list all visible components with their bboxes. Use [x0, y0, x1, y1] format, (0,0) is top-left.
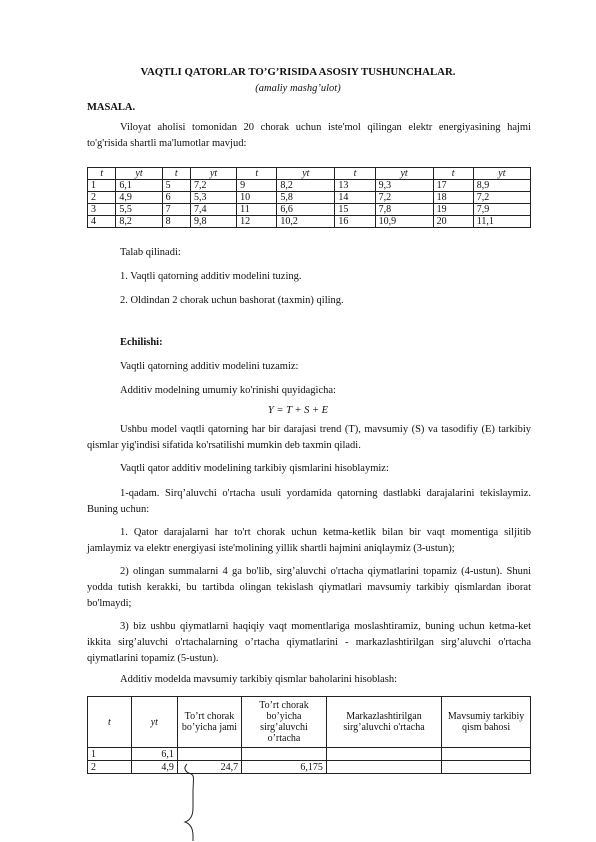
- task-item-2: 2. Oldindan 2 chorak uchun bashorat (taxmin) qiling.: [120, 295, 344, 306]
- table-cell: 6,6: [277, 204, 335, 216]
- table-cell: 18: [433, 192, 473, 204]
- table-cell: 20: [433, 216, 473, 228]
- document-title: VAQTLI QATORLAR TO’G’RISIDA ASOSIY TUSHUNCHALAR.: [140, 66, 456, 78]
- step1-item-3: 3) biz ushbu qiymatlarni haqiqiy vaqt momentlariga moslashtiramiz, buning uchun ketma-ket ikkita sirg’aluvchi o'rtachalarning o’rtacha qiymatlarini - markazlashtirilgan sirg’aluvchi o'rtacha qiymatlarini topamiz (5-ustun).: [87, 621, 531, 664]
- table-cell: 12: [237, 216, 277, 228]
- table-cell: 17: [433, 180, 473, 192]
- table-cell: 8,2: [116, 216, 162, 228]
- table-cell: 7,8: [375, 204, 433, 216]
- table-cell: 10,9: [375, 216, 433, 228]
- solution-paragraph-2: Additiv modelning umumiy ko'rinishi quyidagicha:: [120, 385, 336, 396]
- data-table-header-row: [88, 168, 531, 180]
- table-cell: 4,9: [131, 761, 177, 774]
- col-header-seasonal-estimate: Mavsumiy tarkibiy qism bahosi: [442, 697, 531, 748]
- table-cell: 9,8: [190, 216, 236, 228]
- table-cell: 11,1: [473, 216, 530, 228]
- table-cell: 9,3: [375, 180, 433, 192]
- additive-formula: Y = T + S + E: [267, 405, 329, 416]
- col-header: t: [88, 168, 116, 180]
- col-header-moving-average: To’rt chorak bo’yicha sirg’aluvchi o’rtacha: [242, 697, 327, 748]
- step1-paragraph: 1-qadam. Sirq’aluvchi o'rtacha usuli yordamida qatorning dastlabki darajalarini tekislaymiz. Buning uchun:: [87, 488, 531, 515]
- col-header: t: [335, 168, 375, 180]
- table-cell: 7: [162, 204, 190, 216]
- table-cell: 11: [237, 204, 277, 216]
- table-cell: 1: [88, 748, 132, 761]
- masala-heading: MASALA.: [87, 102, 136, 113]
- table-cell: 1: [88, 180, 116, 192]
- table-cell: 6: [162, 192, 190, 204]
- col-header-t: t: [88, 697, 132, 748]
- col-header: yt: [277, 168, 335, 180]
- table-cell: 4: [88, 216, 116, 228]
- table-cell: [442, 748, 531, 761]
- table-cell: 5,5: [116, 204, 162, 216]
- table-cell: 14: [335, 192, 375, 204]
- table-cell: 5,8: [277, 192, 335, 204]
- requirement-heading: Talab qilinadi:: [120, 247, 181, 258]
- table-row: [88, 204, 531, 216]
- table-cell: 8: [162, 216, 190, 228]
- solution-heading: Echilishi:: [120, 337, 163, 348]
- col-header: t: [162, 168, 190, 180]
- table-cell: 9: [237, 180, 277, 192]
- table-cell: [326, 761, 441, 774]
- table-cell: 7,2: [375, 192, 433, 204]
- table-cell: 16: [335, 216, 375, 228]
- table-cell: 24,7: [177, 761, 241, 774]
- table-cell: 2: [88, 761, 132, 774]
- table-cell: 5: [162, 180, 190, 192]
- table-cell: 10,2: [277, 216, 335, 228]
- table-cell: 2: [88, 192, 116, 204]
- table-cell: 8,9: [473, 180, 530, 192]
- table-cell: 6,1: [131, 748, 177, 761]
- table-cell: 7,9: [473, 204, 530, 216]
- table-cell: 13: [335, 180, 375, 192]
- table-cell: 8,2: [277, 180, 335, 192]
- col-header: t: [237, 168, 277, 180]
- intro-paragraph: Viloyat aholisi tomonidan 20 chorak uchun iste'mol qilingan elektr energiyasining hajmi to'g'risida shartli ma'lumotlar mavjud:: [87, 122, 531, 149]
- table-cell: 3: [88, 204, 116, 216]
- col-header-yt: yt: [131, 697, 177, 748]
- seasonal-components-table: [87, 696, 531, 774]
- col-header: yt: [190, 168, 236, 180]
- col-header-centered-average: Markazlashtirilgan sirg’aluvchi o'rtacha: [326, 697, 441, 748]
- table-cell: 5,3: [190, 192, 236, 204]
- curly-brace-mark: [181, 762, 211, 842]
- col-header: yt: [375, 168, 433, 180]
- model-description-paragraph: Ushbu model vaqtli qatorning har bir darajasi trend (T), mavsumiy (S) va tasodifiy (E) tarkibiy qismlar yig'indisi sifatida ko'rsatilishi mumkin deb taxmin qiladi.: [87, 424, 531, 451]
- table-cell: 7,2: [473, 192, 530, 204]
- solution-paragraph-1: Vaqtli qatorning additiv modelini tuzamiz:: [120, 361, 299, 372]
- col-header-four-quarter-sum: To’rt chorak bo’yicha jami: [177, 697, 241, 748]
- table-row: [88, 192, 531, 204]
- table-cell: 7,2: [190, 180, 236, 192]
- task-item-1: 1. Vaqtli qatorning additiv modelini tuzing.: [120, 271, 302, 282]
- table-cell: [442, 761, 531, 774]
- consumption-data-table: [87, 167, 531, 228]
- season-table-header-row: [88, 697, 531, 748]
- table-cell: 6,175: [242, 761, 327, 774]
- step1-item-2: 2) olingan summalarni 4 ga bo'lib, sirg’aluvchi o'rtacha qiymatlarini topamiz (4-ustun). Shuni yodda tutish kerakki, bu tartibda olingan tekislash qiymatlari mavsumiy tarkibiy qismlardan iborat bo'lmaydi;: [87, 566, 531, 609]
- table-cell: 4,9: [116, 192, 162, 204]
- col-header: yt: [473, 168, 530, 180]
- table-cell: 15: [335, 204, 375, 216]
- table-cell: [326, 748, 441, 761]
- col-header: yt: [116, 168, 162, 180]
- table-cell: 6,1: [116, 180, 162, 192]
- seasonal-heading: Additiv modelda mavsumiy tarkibiy qismlar baholarini hisoblash:: [120, 674, 398, 685]
- components-paragraph: Vaqtli qator additiv modelining tarkibiy qismlarini hisoblaymiz:: [120, 463, 389, 474]
- table-cell: 19: [433, 204, 473, 216]
- table-cell: 10: [237, 192, 277, 204]
- table-row: [88, 761, 531, 774]
- document-subtitle: (amaliy mashg’ulot): [255, 83, 341, 94]
- col-header: t: [433, 168, 473, 180]
- table-row: [88, 216, 531, 228]
- table-cell: [242, 748, 327, 761]
- table-cell: 7,4: [190, 204, 236, 216]
- table-row: [88, 180, 531, 192]
- step1-item-1: 1. Qator darajalarni har to'rt chorak uchun ketma-ketlik bilan bir vaqt momentiga siljitib jamlaymiz va elektr energiyasi iste'molining yillik shartli hajmini aniqlaymiz (3-ustun);: [87, 527, 531, 554]
- table-cell: [177, 748, 241, 761]
- table-row: [88, 748, 531, 761]
